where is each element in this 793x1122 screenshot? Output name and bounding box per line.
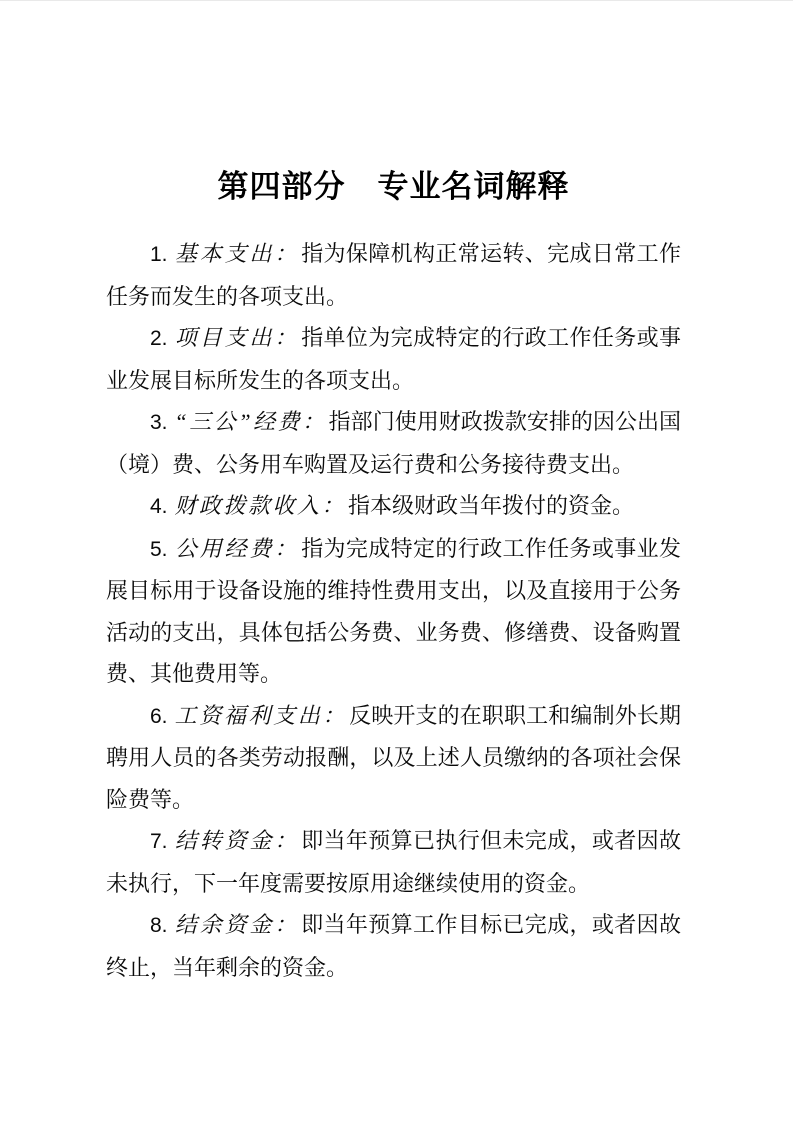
item-term: 结余资金： <box>174 912 300 937</box>
definition-item-8 <box>106 904 681 988</box>
item-number: 8. <box>150 914 168 937</box>
item-definition: 指为完成特定的行政工作任务或事业发展目标用于设备设施的维持性费用支出，以及直接用于公务活动的支出，具体包括公务费、业务费、修缮费、设备购置费、其他费用等。 <box>106 535 681 686</box>
page-title: 第四部分 专业名词解释 <box>217 169 570 204</box>
item-definition: 指为保障机构正常运转、完成日常工作任务而发生的各项支出。 <box>106 241 681 309</box>
item-definition: 即当年预算工作目标已完成，或者因故终止，当年剩余的资金。 <box>106 912 681 980</box>
item-term: 工资福利支出： <box>174 702 348 728</box>
item-definition: 指本级财政当年拨付的资金。 <box>348 493 635 518</box>
definition-item-4 <box>106 485 681 528</box>
item-number: 4. <box>150 495 168 518</box>
document-content <box>0 1 793 988</box>
item-term: 财政拨款收入： <box>174 493 347 518</box>
definition-item-6 <box>106 695 681 821</box>
item-definition: 指单位为完成特定的行政工作任务或事业发展目标所发生的各项支出。 <box>106 325 681 393</box>
definition-item-3 <box>106 401 681 485</box>
item-number: 1. <box>150 243 168 266</box>
item-number: 5. <box>150 537 168 561</box>
definition-item-7 <box>106 820 681 904</box>
item-number: 2. <box>150 327 168 350</box>
definition-item-5 <box>106 528 681 695</box>
item-term: 结转资金： <box>174 828 300 853</box>
item-term: 公用经费： <box>174 535 300 561</box>
definition-item-2 <box>106 317 681 401</box>
item-definition: 反映开支的在职职工和编制外长期聘用人员的各类劳动报酬，以及上述人员缴纳的各项社会保险费等。 <box>106 702 681 812</box>
item-term: 项目支出： <box>174 325 300 350</box>
item-number: 3. <box>150 411 168 434</box>
item-term: “三公”经费： <box>174 409 327 434</box>
item-term: 基本支出： <box>174 241 300 266</box>
item-definition: 即当年预算已执行但未完成，或者因故未执行，下一年度需要按原用途继续使用的资金。 <box>106 828 681 896</box>
definition-item-1 <box>106 233 681 317</box>
item-number: 6. <box>150 704 168 728</box>
item-number: 7. <box>150 830 168 853</box>
item-definition: 指部门使用财政拨款安排的因公出国（境）费、公务用车购置及运行费和公务接待费支出。 <box>106 409 681 477</box>
